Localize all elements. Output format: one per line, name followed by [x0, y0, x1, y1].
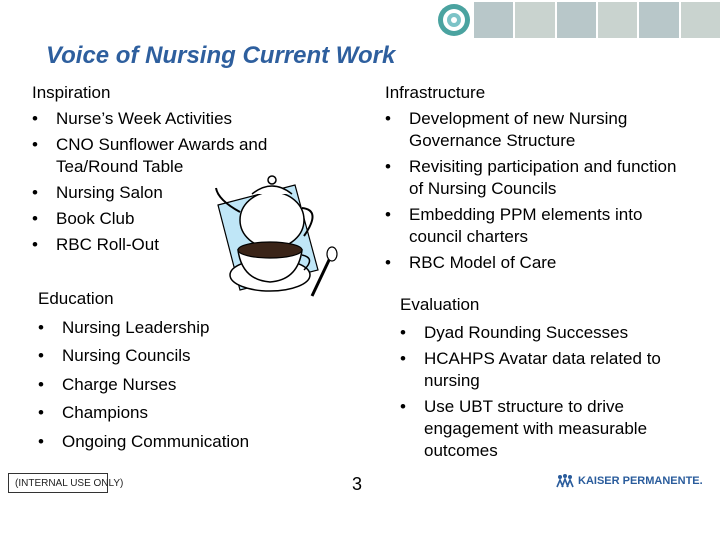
list-item: • CNO Sunflower Awards and Tea/Round Table — [32, 132, 322, 180]
list-item: • Ongoing Communication — [38, 428, 328, 457]
list-item: • RBC Roll-Out — [32, 232, 322, 258]
list-item: • Nursing Councils — [38, 342, 328, 371]
list-item: • Revisiting participation and function of Nursing Councils — [385, 154, 685, 202]
banner-photo-tile — [515, 2, 554, 38]
evaluation-heading: Evaluation — [400, 295, 480, 314]
inspiration-heading: Inspiration — [32, 83, 111, 102]
kaiser-circle-logo-icon — [436, 2, 472, 38]
infrastructure-heading: Infrastructure — [385, 83, 486, 102]
list-item: • Nursing Salon — [32, 180, 322, 206]
list-item: • Embedding PPM elements into council charters — [385, 202, 685, 250]
banner-photo-tile — [557, 2, 596, 38]
banner-photo-tile — [639, 2, 678, 38]
list-item: • Dyad Rounding Successes — [400, 320, 700, 346]
list-item: • Champions — [38, 399, 328, 428]
evaluation-section — [400, 292, 700, 464]
kaiser-people-icon — [556, 474, 574, 488]
list-item: • Book Club — [32, 206, 322, 232]
page-number: 3 — [352, 474, 363, 494]
list-item: • RBC Model of Care — [385, 250, 685, 276]
header-photo-banner — [436, 2, 720, 38]
list-item: • Use UBT structure to drive engagement with measurable outcomes — [400, 394, 700, 464]
banner-photo-tile — [474, 2, 513, 38]
list-item: • Nurse’s Week Activities — [32, 106, 322, 132]
list-item: • HCAHPS Avatar data related to nursing — [400, 346, 700, 394]
infrastructure-section — [385, 80, 685, 276]
kaiser-permanente-logo — [556, 474, 703, 488]
banner-photo-tile — [598, 2, 637, 38]
banner-photo-tile — [681, 2, 720, 38]
list-item: • Nursing Leadership — [38, 314, 328, 343]
list-item: • Development of new Nursing Governance Structure — [385, 106, 685, 154]
internal-use-label: (INTERNAL USE ONLY) — [8, 473, 108, 493]
education-section — [38, 285, 328, 456]
page-title: Voice of Nursing Current Work — [46, 42, 396, 69]
education-heading: Education — [38, 289, 114, 308]
brand-name: KAISER PERMANENTE. — [578, 475, 703, 487]
list-item: • Charge Nurses — [38, 371, 328, 400]
